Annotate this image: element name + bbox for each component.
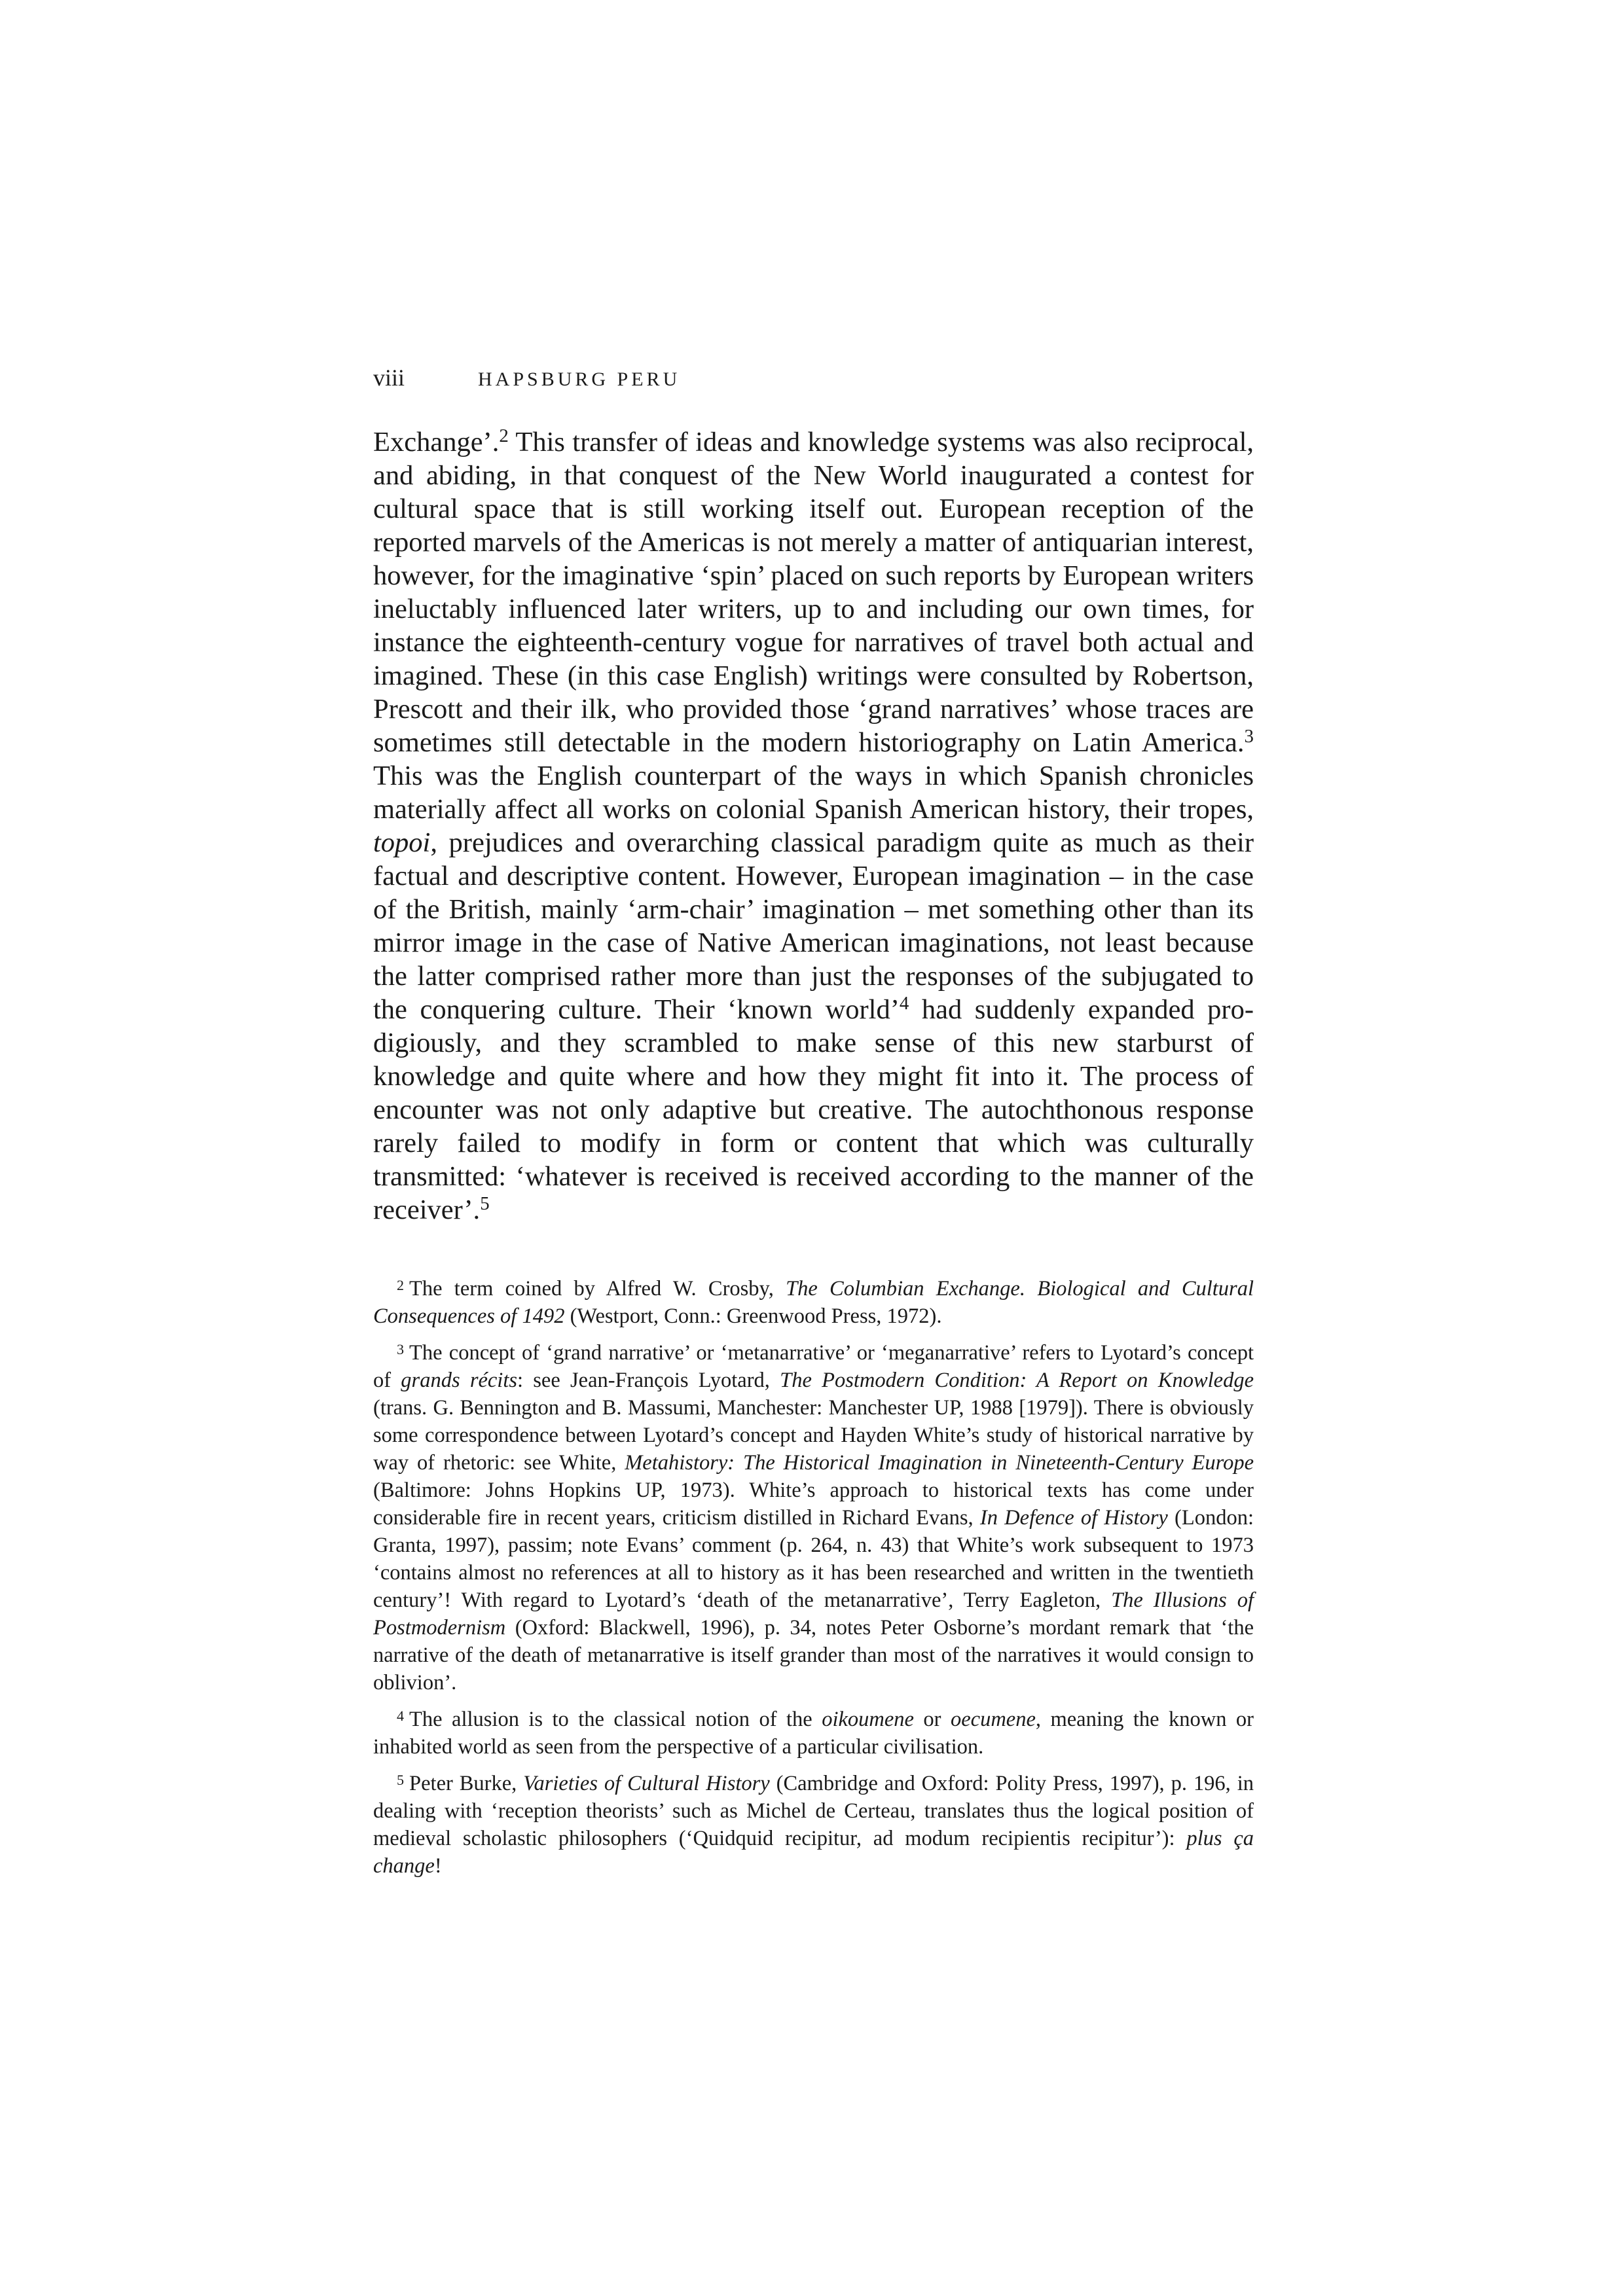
footnote-term-italic: oecumene xyxy=(950,1708,1036,1731)
footnote-title-italic: Metahistory: The Historical Imagination in Nineteenth-Century Europe xyxy=(625,1451,1254,1475)
footnote-title-italic: grands récits xyxy=(401,1369,518,1392)
body-text xyxy=(373,425,1254,1227)
footnote-3 xyxy=(373,1339,1254,1696)
footnote-title-italic: In Defence of History xyxy=(979,1506,1168,1530)
footnote-number: 4 xyxy=(397,1708,405,1725)
footnote-text: Peter Burke, xyxy=(409,1772,524,1795)
footnote-ref-3[interactable]: 3 xyxy=(1244,725,1254,747)
footnote-text: or xyxy=(913,1708,951,1731)
page-number: viii xyxy=(373,365,405,391)
footnote-text: ! xyxy=(434,1854,442,1878)
footnotes xyxy=(373,1275,1254,1889)
body-segment: Exchange’. xyxy=(373,427,500,457)
footnote-number: 5 xyxy=(397,1772,405,1789)
footnote-title-italic: The Illusions of Postmodernism xyxy=(373,1588,1254,1640)
body-segment: , prejudices and overarching classical paradigm quite as much as their factual and descriptive content. However, European imagination – in the case of the British, mainly ‘arm-chair’ imagination – met something other than its mirror image in the case of Native American imaginations, not least because the latter comprised rather more than just the responses of the subjugated to the conquering culture. Their ‘known world’ xyxy=(373,827,1254,1025)
footnote-2 xyxy=(373,1275,1254,1330)
footnote-4 xyxy=(373,1706,1254,1761)
footnote-text: (Cambridge and Oxford: Polity Press, 1997), p. 196, in dealing with ‘reception theorists’ such as Michel de Certeau, translates thus the logical position of medieval scholastic philosophers (‘Quidquid recipitur, ad modum recipientis recipitur’): xyxy=(373,1772,1254,1850)
body-segment: This transfer of ideas and knowledge systems was also reciprocal, and abiding, in that conquest of the New World inaugurated a contest for cultural space that is still working itself out. European reception of the reported marvels of the Americas is not merely a matter of antiquarian interest, however, for the imaginative ‘spin’ placed on such reports by European writers ineluctably influenced later writers, up to and including our own times, for instance the eighteenth-century vogue for narratives of travel both actual and imagined. These (in this case English) writings were consulted by Robertson, Prescott and their ilk, who provided those ‘grand narratives’ whose traces are sometimes still detectable in the modern historiography on Latin America. xyxy=(373,427,1254,758)
footnote-text: The allusion is to the classical notion of the xyxy=(409,1708,822,1731)
footnote-ref-5[interactable]: 5 xyxy=(480,1193,490,1214)
body-paragraph xyxy=(373,425,1254,1227)
footnote-text: , meaning the known or inhabited world as seen from the perspective of a particular civilisation. xyxy=(373,1708,1254,1759)
footnote-number: 3 xyxy=(397,1341,405,1358)
footnote-title-italic: The Postmodern Condition: A Report on Knowledge xyxy=(780,1369,1254,1392)
footnote-term-italic: plus ça change xyxy=(373,1827,1254,1878)
footnote-text: (Westport, Conn.: Greenwood Press, 1972). xyxy=(564,1304,942,1328)
footnote-5 xyxy=(373,1770,1254,1880)
footnote-term-italic: oikoumene xyxy=(822,1708,914,1731)
body-italic-term: topoi xyxy=(373,827,431,858)
footnote-text: (London: Granta, 1997), passim; note Evans’ comment (p. 264, n. 43) that White’s work subsequent to 1973 ‘contains almost no references at all to history as it has been researched and written in the twentieth century’! With regard to Lyotard’s ‘death of the metanarrative’, Terry Eagleton, xyxy=(373,1506,1254,1612)
running-head xyxy=(373,361,1250,394)
footnote-ref-2[interactable]: 2 xyxy=(499,425,509,446)
body-segment: This was the English counterpart of the ways in which Spanish chronicles materially affect all works on colonial Spanish American history, their tropes, xyxy=(373,761,1254,825)
footnote-text: The concept of ‘grand narrative’ or ‘metanarrative’ or ‘meganarrative’ refers to Lyotard’s concept of xyxy=(373,1341,1254,1392)
footnote-text: (Oxford: Blackwell, 1996), p. 34, notes Peter Osborne’s mordant remark that ‘the narrative of the death of metanarrative is itself grander than most of the narratives it would consign to oblivion’. xyxy=(373,1616,1254,1695)
footnote-number: 2 xyxy=(397,1277,405,1294)
footnote-title-italic: Varieties of Cultural History xyxy=(523,1772,770,1795)
footnote-title-italic: The Columbian Exchange. Biological and Cultural Consequences of 1492 xyxy=(373,1277,1254,1328)
footnote-text: The term coined by Alfred W. Crosby, xyxy=(409,1277,786,1300)
footnote-text: (trans. G. Bennington and B. Massumi, Manchester: Manchester UP, 1988 [1979]). There is obviously some correspondence between Lyotard’s concept and Hayden White’s study of historical narrative by way of rhetoric: see White, xyxy=(373,1396,1254,1475)
footnote-text: : see Jean-François Lyotard, xyxy=(517,1369,780,1392)
footnote-text: (Baltimore: Johns Hopkins UP, 1973). White’s approach to historical texts has come under considerable fire in recent years, criticism distilled in Richard Evans, xyxy=(373,1479,1254,1530)
footnote-ref-4[interactable]: 4 xyxy=(899,992,909,1014)
running-title: HAPSBURG PERU xyxy=(478,368,681,390)
body-segment: had suddenly expanded prodigiously, and they scrambled to make sense of this new starburst of knowledge and quite where and how they might fit into it. The process of encounter was not only adaptive but creative. The autochthonous response rarely failed to modify in form or content that which was culturally transmitted: ‘whatever is received is received according to the manner of the receiver’. xyxy=(373,994,1254,1225)
